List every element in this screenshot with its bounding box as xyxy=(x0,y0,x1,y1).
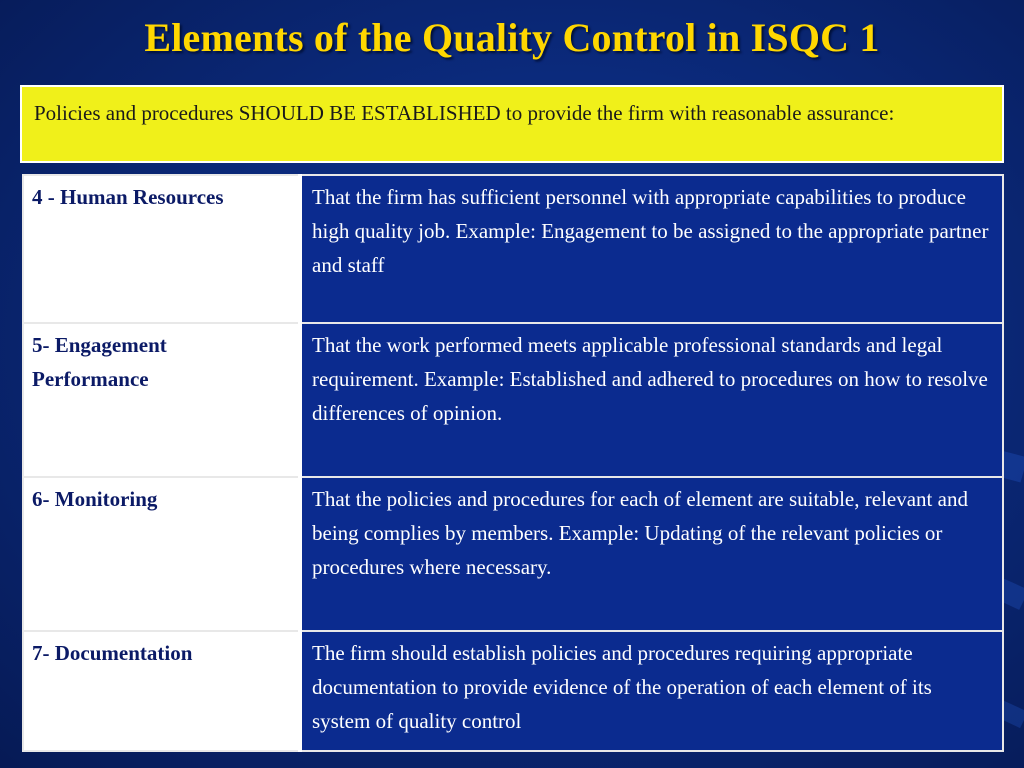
element-description: That the firm has sufficient personnel with appropriate capabilities to produce high quality job. Example: Engagement to be assigned to the appropriate partner and staff xyxy=(300,175,1003,323)
table-row xyxy=(23,323,1003,477)
element-description: That the work performed meets applicable professional standards and legal requirement. Example: Established and adhered to procedures on how to resolve differences of opinion. xyxy=(300,323,1003,477)
element-label: 5- Engagement Performance xyxy=(23,323,300,477)
element-description: That the policies and procedures for each of element are suitable, relevant and being complies by members. Example: Updating of the relevant policies or procedures where necessary. xyxy=(300,477,1003,631)
table-row xyxy=(23,175,1003,323)
slide-title: Elements of the Quality Control in ISQC 1 xyxy=(144,15,880,60)
element-description: The firm should establish policies and procedures requiring appropriate documentation to provide evidence of the operation of each element of its system of quality control xyxy=(300,631,1003,751)
element-label: 6- Monitoring xyxy=(23,477,300,631)
intro-box: Policies and procedures SHOULD BE ESTABLISHED to provide the firm with reasonable assurance: xyxy=(20,85,1004,163)
element-label: 4 - Human Resources xyxy=(23,175,300,323)
table-row xyxy=(23,477,1003,631)
elements-table xyxy=(22,174,1004,752)
table-row xyxy=(23,631,1003,751)
element-label: 7- Documentation xyxy=(23,631,300,751)
